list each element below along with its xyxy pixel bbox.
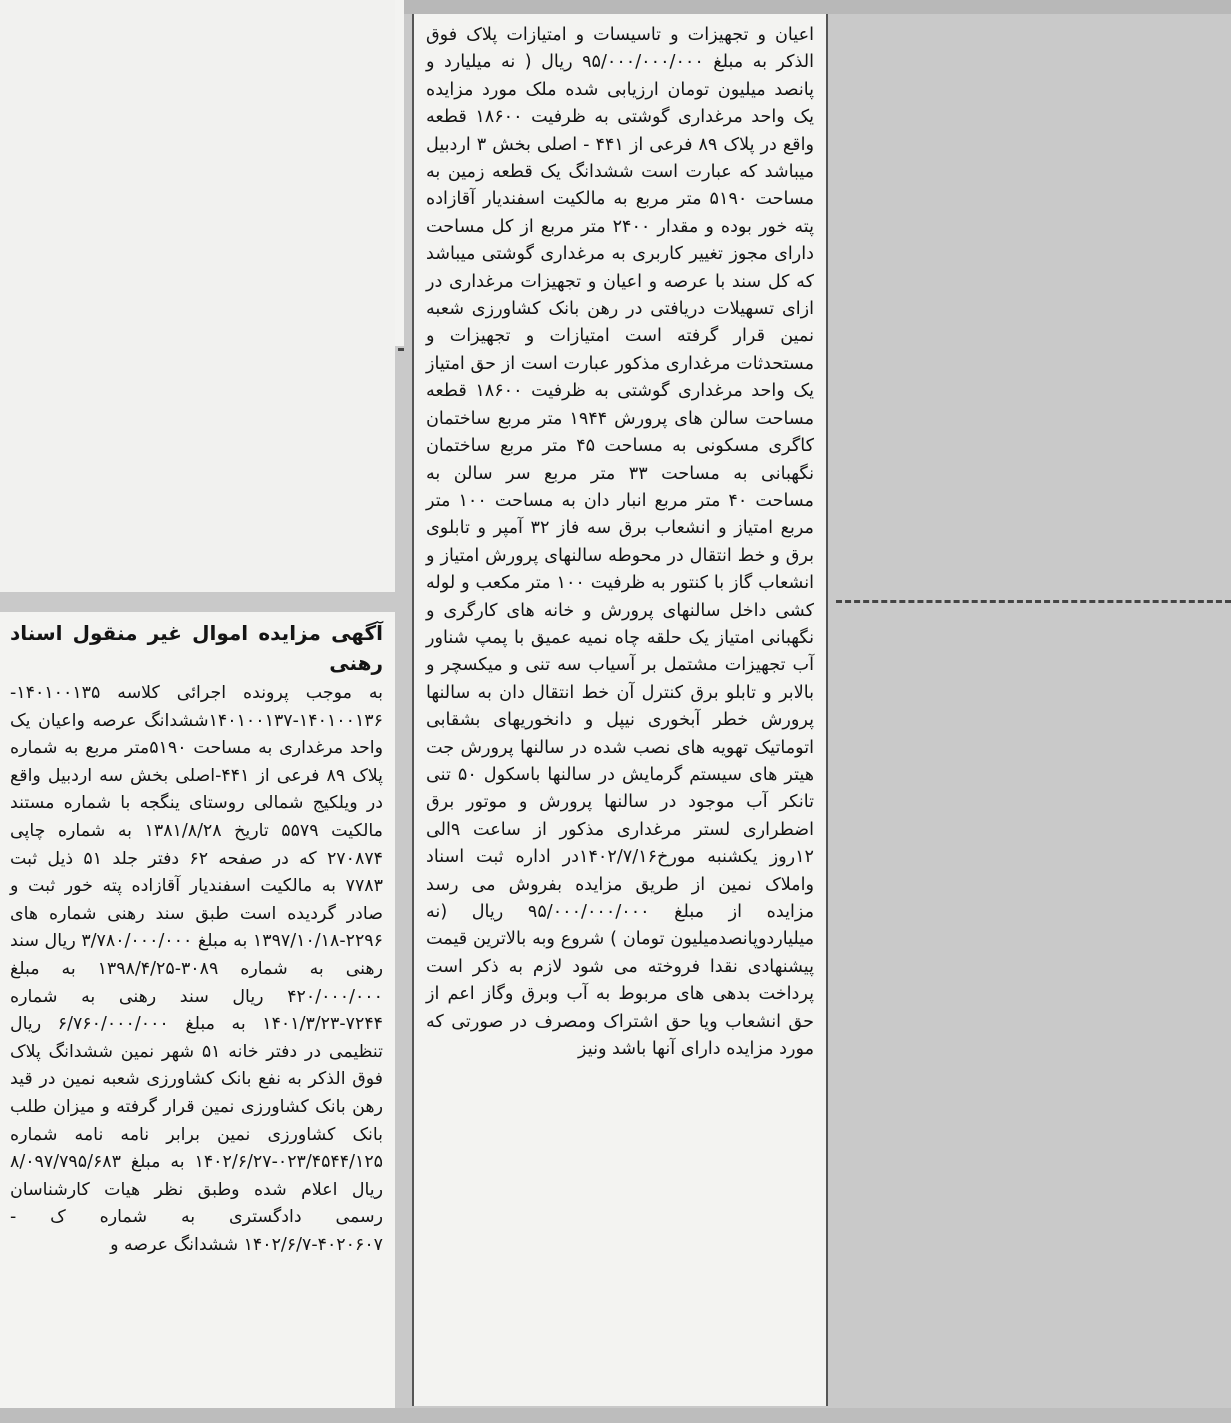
notice-body: به موجب پرونده اجرائی کلاسه ۱۴۰۱۰۰۱۳۵- ۱۴۰۱۰۰۱۳۶-۱۴۰۱۰۰۱۳۷ششدانگ عرصه واعیان یک واحد مرغداری به مساحت ۵۱۹۰متر مربع به شماره پلاک ۸۹ فرعی از ۴۴۱-اصلی بخش سه اردبیل واقع در ویلکیج شمالی روستای ینگجه با شماره مستند مالکیت ۵۵۷۹ تاریخ ۱۳۸۱/۸/۲۸ به شماره چاپی ۲۷۰۸۷۴ که در صفحه ۶۲ دفتر جلد ۵۱ ذیل ثبت ۷۷۸۳ به مالکیت اسفندیار آقازاده پته خور ثبت و صادر گردیده است طبق سند رهنی شماره های ۲۲۹۶-۱۳۹۷/۱۰/۱۸ به مبلغ ۳/۷۸۰/۰۰۰/۰۰۰ ریال سند رهنی به شماره ۳۰۸۹-۱۳۹۸/۴/۲۵ به مبلغ ۴۲۰/۰۰۰/۰۰۰ ریال سند رهنی به شماره ۷۲۴۴-۱۴۰۱/۳/۲۳ به مبلغ ۶/۷۶۰/۰۰۰/۰۰۰ ریال تنظیمی در دفتر خانه ۵۱ شهر نمین ششدانگ پلاک فوق الذکر به نفع بانک کشاورزی شعبه نمین در قید رهن بانک کشاورزی نمین قرار گرفته و میزان طلب بانک کشاورزی نمین برابر نامه نامه شماره ۰۲۳/۴۵۴۴/۱۲۵-۱۴۰۲/۶/۲۷ به مبلغ ۸/۰۹۷/۷۹۵/۶۸۳ ریال اعلام شده وطبق نظر هیات کارشناسان رسمی دادگستری به شماره ک - ۴۰۲۰۶۰۷-۱۴۰۲/۶/۷ ششدانگ عرصه و <box>10 683 384 1255</box>
auction-notice <box>0 612 395 1410</box>
right-column-divider <box>836 600 1231 609</box>
middle-column <box>412 14 828 1406</box>
blank-area <box>0 0 395 592</box>
middle-column-body: اعیان و تجهیزات و تاسیسات و امتیازات پلاک فوق الذکر به مبلغ ۹۵/۰۰۰/۰۰۰/۰۰۰ ریال ( نه میلیارد و پانصد میلیون تومان ارزیابی شده ملک مورد مزایده یک واحد مرغداری گوشتی به ظرفیت ۱۸۶۰۰ قطعه واقع در پلاک ۸۹ فرعی از ۴۴۱ - اصلی بخش ۳ اردبیل میباشد که عبارت است ششدانگ یک قطعه زمین به مساحت ۵۱۹۰ متر مربع به مالکیت اسفندیار آقازاده پته خور بوده و مقدار ۲۴۰۰ متر مربع از کل مساحت دارای مجوز تغییر کاربری به مرغداری گوشتی میباشد که کل سند با عرصه و اعیان و تجهیزات مرغداری در ازای تسهیلات دریافتی در رهن بانک کشاورزی شعبه نمین قرار گرفته است امتیازات و تجهیزات و مستحدثات مرغداری مذکور عبارت است از حق امتیاز یک واحد مرغداری گوشتی به ظرفیت ۱۸۶۰۰ قطعه مساحت سالن های پرورش ۱۹۴۴ متر مربع ساختمان کاگری مسکونی به مساحت ۴۵ متر مربع ساختمان نگهبانی به مساحت ۳۳ متر مربع سر سالن به مساحت ۴۰ متر مربع انبار دان به مساحت ۱۰۰ متر مربع امتیاز و انشعاب برق سه فاز ۳۲ آمپر و تابلوی برق و خط انتقال در محوطه سالنهای پرورش امتیاز و انشعاب گاز با کنتور به ظرفیت ۱۰۰ متر مکعب و لوله کشی داخل سالنهای پرورش و خانه های کارگری و نگهبانی امتیاز یک حلقه چاه نمیه عمیق با پمپ شناور آب تجهیزات مشتمل بر آسیاب سه تنی و میکسچر و بالابر و تابلو برق کنترل آن خط انتقال دان به سالنها پرورش خطر آبخوری نیپل و دانخوریهای بشقابی اتوماتیک تهویه های نصب شده در سالنها پرورش جت هیتر های سیستم گرمایش در سالنها باسکول ۵۰ تنی تانکر آب موجود در سالنها پرورش و موتور برق اضطراری لستر مرغداری مذکور از ساعت ۹الی ۱۲روز یکشنبه مورخ۱۴۰۲/۷/۱۶در اداره ثبت اسناد واملاک نمین از طریق مزایده بفروش می رسد مزایده از مبلغ ۹۵/۰۰۰/۰۰۰/۰۰۰ ریال (نه میلیاردوپانصدمیلیون تومان ) شروع وبه بالاترین قیمت پیشنهادی نقدا فروخته می شود لازم به ذکر است پرداخت بدهی های مربوط به آب وبرق وگاز اعم از حق انشعاب ویا حق اشتراک ومصرف در صورتی که مورد مزایده دارای آنها باشد ونیز <box>426 25 815 1060</box>
notice-title: آگهی مزایده اموال غیر منقول اسناد رهنی <box>10 621 383 675</box>
right-column <box>0 0 395 1393</box>
bottom-margin-strip <box>0 1408 1231 1423</box>
